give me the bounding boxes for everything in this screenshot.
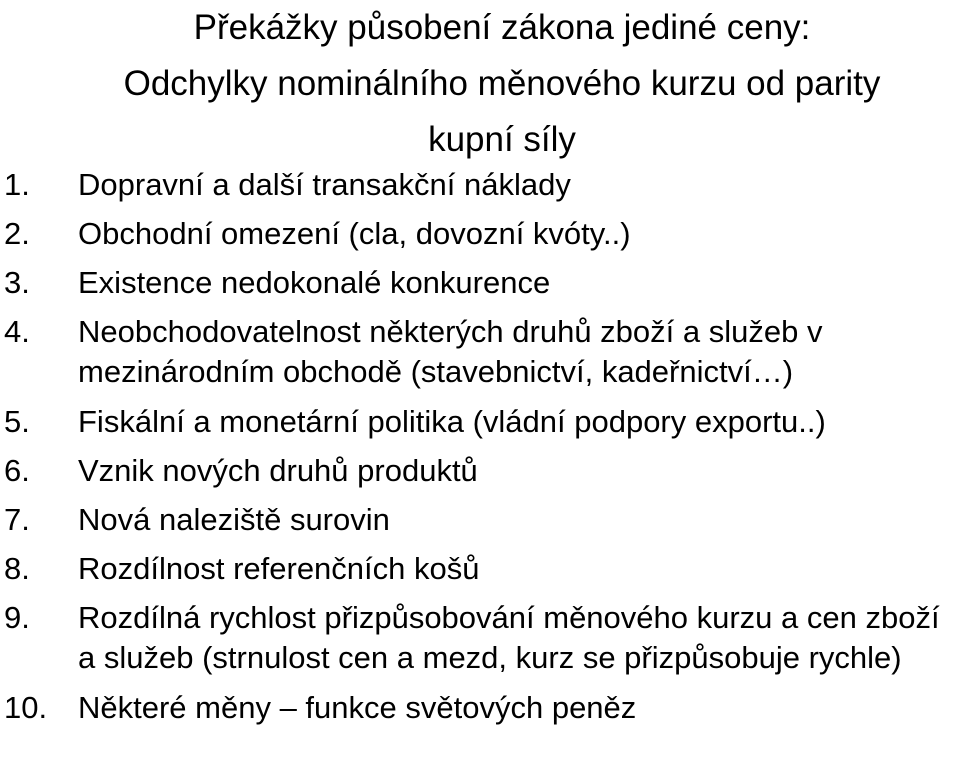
- list-item: [0, 451, 960, 490]
- list-item-text: Vznik nových druhů produktů: [78, 453, 478, 488]
- list-item-number: 4.: [4, 314, 30, 349]
- numbered-list: [0, 165, 960, 737]
- list-item-number: 9.: [4, 600, 30, 635]
- list-item-text: Obchodní omezení (cla, dovozní kvóty..): [78, 216, 631, 251]
- list-item-number: 5.: [4, 404, 30, 439]
- list-item-number: 8.: [4, 551, 30, 586]
- list-item-number: 6.: [4, 453, 30, 488]
- list-item-text: Fiskální a monetární politika (vládní podpory exportu..): [78, 404, 826, 439]
- list-item: [0, 500, 960, 539]
- list-item: [0, 598, 960, 678]
- list-item: [0, 688, 960, 727]
- title-line-3: kupní síly: [428, 120, 576, 159]
- list-item-text: Nová naleziště surovin: [78, 502, 390, 537]
- list-item-text: Rozdílnost referenčních košů: [78, 551, 480, 586]
- list-item-text: Rozdílná rychlost přizpůsobování měnového kurzu a cen zboží a služeb (strnulost cen a mezd, kurz se přizpůsobuje rychle): [78, 600, 940, 675]
- list-item-text: Existence nedokonalé konkurence: [78, 265, 551, 300]
- list-item-number: 3.: [4, 265, 30, 300]
- list-item-text: Dopravní a další transakční náklady: [78, 167, 571, 202]
- list-item: [0, 402, 960, 441]
- list-item: [0, 263, 960, 302]
- list-item-number: 2.: [4, 216, 30, 251]
- list-item-number: 10.: [4, 690, 48, 725]
- title-line-1: Překážky působení zákona jediné ceny:: [193, 8, 811, 47]
- list-item: [0, 312, 960, 392]
- list-item-number: 7.: [4, 502, 30, 537]
- list-item-number: 1.: [4, 167, 30, 202]
- list-item: [0, 214, 960, 253]
- list-item: [0, 549, 960, 588]
- list-item-text: Neobchodovatelnost některých druhů zboží a služeb v mezinárodním obchodě (stavebnictví, kadeřnictví…): [78, 314, 823, 389]
- title-line-2: Odchylky nominálního měnového kurzu od parity: [123, 64, 881, 103]
- list-item: [0, 165, 960, 204]
- slide-title: [0, 0, 960, 168]
- list-item-text: Některé měny – funkce světových peněz: [78, 690, 637, 725]
